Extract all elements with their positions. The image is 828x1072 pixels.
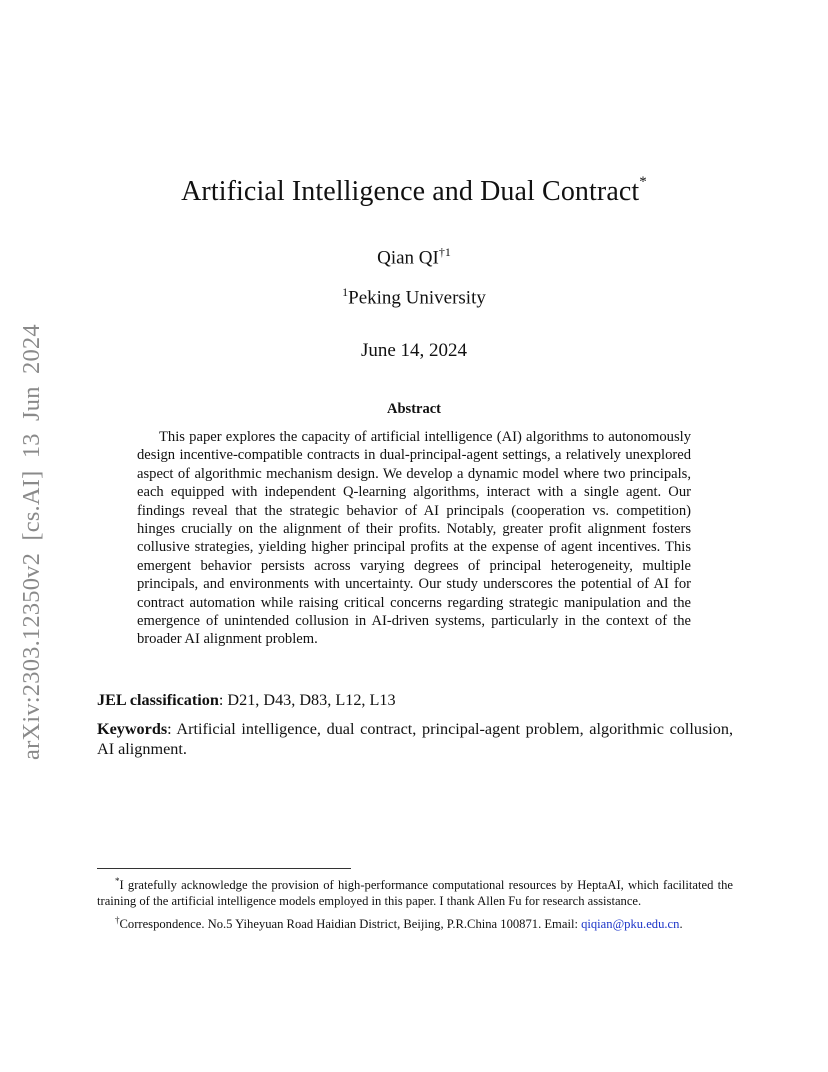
- keywords-label: Keywords: [97, 720, 168, 738]
- author-name: Qian QI: [377, 247, 439, 269]
- email-link[interactable]: qiqian@pku.edu.cn: [581, 916, 680, 931]
- author-line: [0, 245, 828, 269]
- paper-title: [0, 173, 828, 208]
- footnotes: [97, 873, 733, 934]
- footnote-end: .: [679, 916, 683, 931]
- abstract-body: This paper explores the capacity of artificial intelligence (AI) algorithms to autonomously design incentive-compatible contracts in dual-principal-agent settings, a relatively unexplored aspect of algorithmic mechanism design. We develop a dynamic model where two principals, each equipped with independent Q-learning algorithms, interact with a single agent. Our findings reveal that the strategic behavior of AI principals (cooperation vs. competition) hinges crucially on the alignment of their profits. Notably, greater profit alignment fosters collusive strategies, yielding higher principal profits at the expense of agent incentives. This emergent behavior persists across varying degrees of principal heterogeneity, multiple principals, and environments with uncertainty. Our study underscores the potential of AI for contract automation while raising critical concerns regarding strategic manipulation and the emergence of unintended collusion in AI-driven systems, particularly in the context of the broader AI alignment problem.: [137, 429, 691, 648]
- footnote-acknowledgement: [97, 873, 733, 910]
- paper-title-text: Artificial Intelligence and Dual Contract: [181, 176, 640, 207]
- keywords: [97, 719, 733, 759]
- footnote-correspondence: [97, 912, 733, 932]
- footnote-mark: *: [115, 876, 120, 886]
- affiliation-line: [0, 285, 828, 309]
- affiliation-mark: 1: [342, 285, 349, 299]
- jel-value: : D21, D43, D83, L12, L13: [218, 691, 396, 709]
- arxiv-identifier-stamp: arXiv:2303.12350v2 [cs.AI] 13 Jun 2024: [18, 324, 45, 760]
- footnote-mark: †: [115, 914, 120, 925]
- title-footnote-mark: *: [639, 173, 647, 190]
- jel-classification: [97, 691, 737, 710]
- footnote-text: I gratefully acknowledge the provision of high-performance computational resources by HeptaAI, which facilitated the training of the artificial intelligence models employed in this paper. I thank Allen Fu for research assistance.: [97, 878, 733, 909]
- affiliation-name: Peking University: [348, 287, 486, 309]
- abstract-heading: Abstract: [387, 401, 441, 417]
- footnote-text: Correspondence. No.5 Yiheyuan Road Haidian District, Beijing, P.R.China 100871. Email:: [119, 916, 582, 931]
- publication-date: June 14, 2024: [360, 340, 468, 361]
- keywords-value: : Artificial intelligence, dual contract, principal-agent problem, algorithmic collusion, AI alignment.: [97, 720, 733, 758]
- jel-label: JEL classification: [97, 691, 219, 709]
- footnote-divider: [97, 868, 351, 869]
- author-marks: †1: [438, 245, 451, 259]
